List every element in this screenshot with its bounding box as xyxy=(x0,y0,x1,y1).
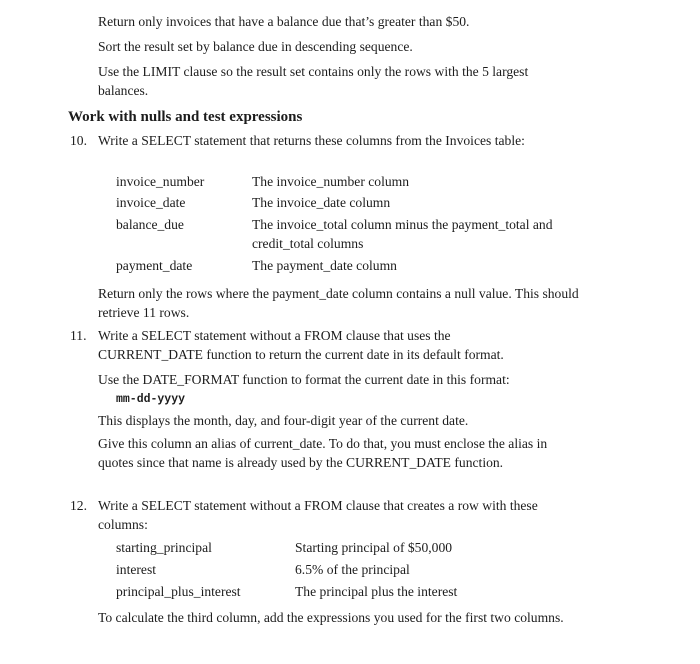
exercise-paragraph: This displays the month, day, and four-digit year of the current date. xyxy=(98,413,469,428)
column-description: Starting principal of $50,000 xyxy=(295,540,453,555)
column-description: The payment_date column xyxy=(252,258,397,273)
exercise-text: Write a SELECT statement that returns these columns from the Invoices table: xyxy=(98,133,525,148)
intro-paragraph: Return only invoices that have a balance due that’s greater than $50. xyxy=(98,14,470,29)
intro-paragraph: Use the LIMIT clause so the result set contains only the rows with the 5 largest balances. xyxy=(98,64,529,98)
column-description: The invoice_date column xyxy=(252,195,391,210)
column-description: The principal plus the interest xyxy=(295,584,458,599)
column-description: The invoice_number column xyxy=(252,174,410,189)
exercise-number: 12. xyxy=(70,498,87,513)
column-name: invoice_date xyxy=(116,195,186,210)
column-name: balance_due xyxy=(116,217,184,232)
column-description: The invoice_total column minus the payment_total and credit_total columns xyxy=(252,217,553,251)
exercise-number: 11. xyxy=(70,328,87,343)
column-name: payment_date xyxy=(116,258,193,273)
column-description: 6.5% of the principal xyxy=(295,562,410,577)
exercise-note: Return only the rows where the payment_date column contains a null value. This should retrieve 11 rows. xyxy=(98,286,579,320)
exercise-note: To calculate the third column, add the expressions you used for the first two columns. xyxy=(98,610,564,625)
column-name: interest xyxy=(116,562,157,577)
exercise-text: Write a SELECT statement without a FROM clause that uses the CURRENT_DATE function to return the current date in its default format. xyxy=(98,328,504,362)
date-format-code: mm-dd-yyyy xyxy=(116,393,186,406)
column-name: invoice_number xyxy=(116,174,205,189)
section-heading: Work with nulls and test expressions xyxy=(68,109,303,125)
exercise-number: 10. xyxy=(70,133,87,148)
column-name: starting_principal xyxy=(116,540,212,555)
exercise-paragraph: Use the DATE_FORMAT function to format the current date in this format: xyxy=(98,372,510,387)
exercise-text: Write a SELECT statement without a FROM clause that creates a row with these columns: xyxy=(98,498,538,532)
intro-paragraph: Sort the result set by balance due in descending sequence. xyxy=(98,39,413,54)
column-name: principal_plus_interest xyxy=(116,584,241,599)
exercise-paragraph: Give this column an alias of current_date. To do that, you must enclose the alias in quotes since that name is already used by the CURRENT_DATE function. xyxy=(98,436,548,470)
